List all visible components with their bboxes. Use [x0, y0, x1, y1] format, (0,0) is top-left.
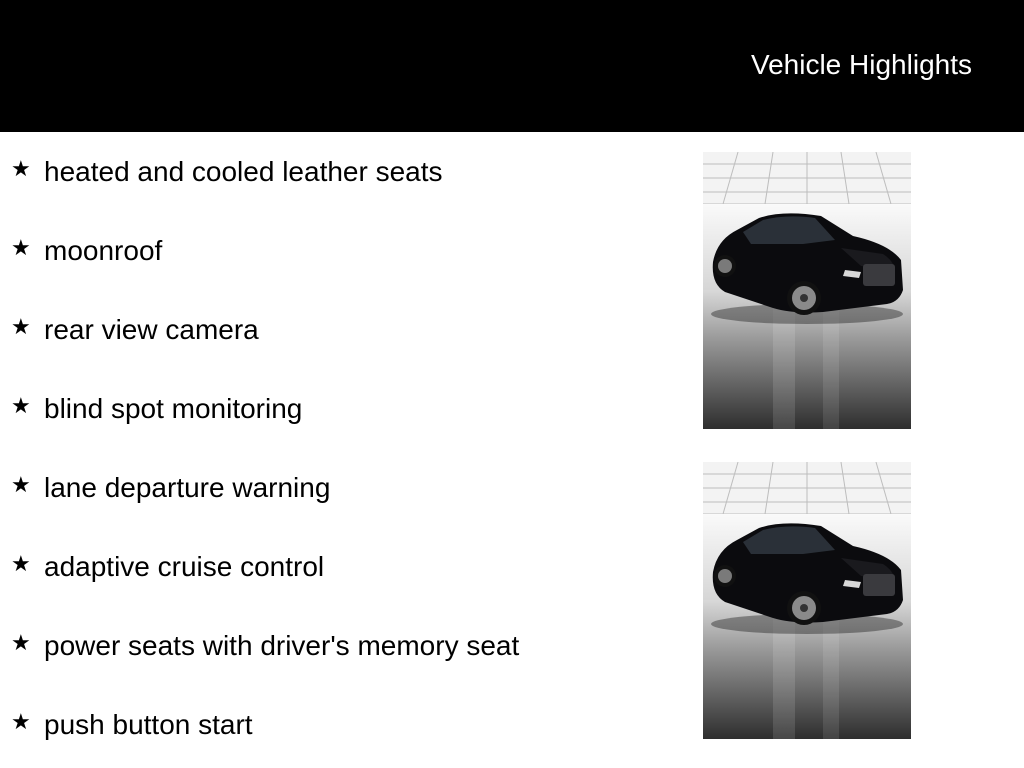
list-item: [0, 468, 680, 508]
star-icon: ★: [11, 393, 31, 418]
star-icon: ★: [11, 551, 31, 576]
list-item: [0, 310, 680, 350]
feature-label: lane departure warning: [44, 472, 331, 503]
list-item: [0, 152, 680, 192]
vehicle-photo: [703, 152, 911, 429]
star-icon: ★: [11, 472, 31, 497]
star-icon: ★: [11, 156, 31, 181]
star-icon: ★: [11, 709, 31, 734]
list-item: [0, 626, 680, 666]
feature-label: moonroof: [44, 235, 163, 266]
list-item: [0, 705, 680, 745]
list-item: [0, 389, 680, 429]
feature-label: rear view camera: [44, 314, 259, 345]
vehicle-photo: [703, 462, 911, 739]
car-image: [703, 462, 911, 739]
feature-label: power seats with driver's memory seat: [44, 630, 520, 661]
star-icon: ★: [11, 235, 31, 260]
star-icon: ★: [11, 630, 31, 655]
feature-label: push button start: [44, 709, 253, 740]
feature-label: blind spot monitoring: [44, 393, 303, 424]
list-item: [0, 231, 680, 271]
star-icon: ★: [11, 314, 31, 339]
list-item: [0, 547, 680, 587]
page-title: Vehicle Highlights: [750, 49, 972, 80]
feature-label: adaptive cruise control: [44, 551, 325, 582]
car-image: [703, 152, 911, 429]
header-bar: [0, 0, 1024, 132]
feature-label: heated and cooled leather seats: [44, 156, 443, 187]
